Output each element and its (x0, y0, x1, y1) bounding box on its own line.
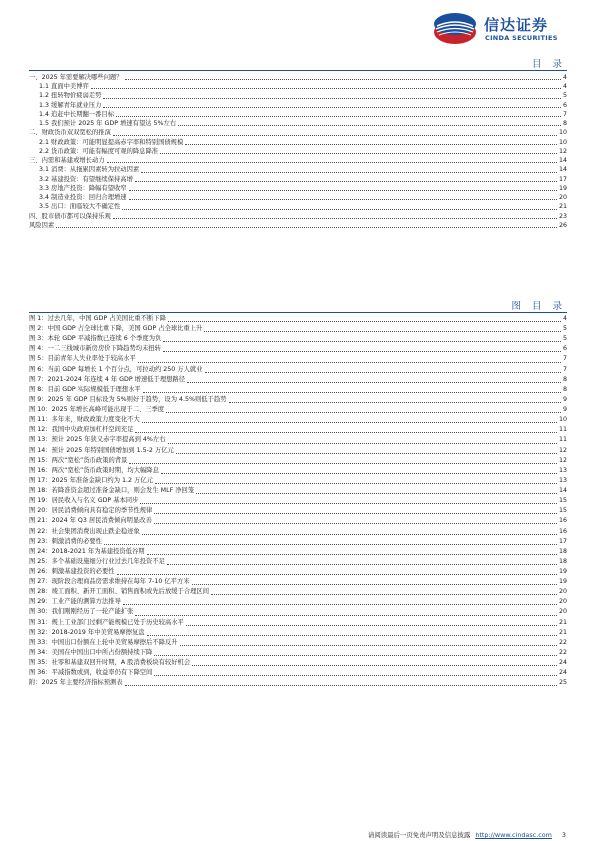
figure-entry-title: 图 6：当前 GDP 每增长 1 个百分点，可拉动约 250 万人就业 (29, 365, 203, 373)
toc-entry-page: 14 (558, 166, 567, 174)
figure-entry-title: 图 32：2018-2019 年中美贸易摩擦复盘 (29, 628, 145, 636)
toc-entry-page: 10 (558, 138, 567, 146)
figure-entry-page: 6 (562, 345, 567, 353)
dot-leader (123, 604, 557, 605)
figure-entry-title: 图 34：美国在中国出口中所占份额持续下降 (29, 648, 153, 656)
toc-entry[interactable] (29, 203, 567, 212)
figure-entry[interactable] (29, 334, 567, 344)
toc-entry-title: 1.3 缓解青年就业压力 (39, 101, 102, 109)
figure-entry-title: 图 21：2024 年 Q3 居民消费倾向明显改善 (29, 517, 152, 525)
dot-leader (166, 412, 561, 413)
logo-text-en: CINDA SECURITIES (485, 34, 558, 42)
figure-entry-title: 图 4：一二三线城市新房房价下降趋势均未扭转 (29, 345, 161, 353)
figure-entry-page: 4 (562, 315, 567, 322)
figure-entry-page: 18 (558, 557, 567, 565)
toc-entry-title: 1.4 追赶中长期翻一番目标 (39, 110, 114, 118)
toc-entry[interactable] (29, 73, 567, 82)
dot-leader (196, 493, 557, 494)
toc-entry-page: 21 (558, 203, 567, 211)
dot-leader (168, 321, 561, 322)
dot-leader (180, 645, 557, 646)
figure-entry[interactable] (29, 324, 567, 334)
figure-entry-page: 22 (558, 648, 567, 656)
figure-entry-page: 10 (558, 416, 567, 424)
dot-leader (116, 116, 561, 117)
toc-entry-title: 3.5 出口：面临较大不确定性 (39, 203, 121, 211)
figure-entry-title: 图 25：多个基础设施细分行业过去几年投资不足 (29, 557, 165, 565)
toc-entry-title: 三、内需和基建或增长动力 (29, 157, 105, 165)
page-number: 3 (561, 831, 566, 839)
dot-leader (178, 125, 561, 126)
dot-leader (113, 135, 557, 136)
dot-leader (129, 199, 557, 200)
figure-entry[interactable] (29, 405, 567, 415)
figure-entry-title: 图 12：我国中央政府加杠杆空间充足 (29, 426, 134, 434)
figure-entry-title: 附：2025 年主要经济指标预测表 (29, 679, 123, 687)
toc-entry[interactable] (29, 129, 567, 138)
dot-leader (129, 190, 557, 191)
dot-leader (163, 351, 561, 352)
figure-entry[interactable] (29, 506, 567, 516)
toc-entry-title: 3.2 基建投资：有望继续保持高增 (39, 175, 133, 183)
figure-entry-page: 12 (558, 446, 567, 454)
figure-entry-title: 图 19：居民收入与名义 GDP 基本同步 (29, 497, 139, 505)
dot-leader (103, 98, 561, 99)
figure-entry-page: 16 (558, 517, 567, 525)
toc-entry[interactable] (29, 147, 567, 156)
figure-entry[interactable] (29, 618, 567, 628)
toc-entry-title: 2.1 财政政策：可能明显提高赤字率和特别国债规模 (39, 138, 184, 146)
dot-leader (135, 432, 557, 433)
figure-entry-page: 21 (558, 618, 567, 626)
figure-entry-page: 16 (558, 527, 567, 535)
figure-entry-title: 图 7：2021-2024 年连续 4 年 GDP 增速低于理想路径 (29, 375, 186, 383)
figure-entry[interactable] (29, 577, 567, 587)
toc-entry-title: 3.3 房地产投资：降幅有望收窄 (39, 184, 127, 192)
figure-entry[interactable] (29, 557, 567, 567)
dot-leader (147, 554, 557, 555)
toc-entry-page: 17 (558, 175, 567, 183)
figure-entry[interactable] (29, 476, 567, 486)
figure-entry-page: 19 (558, 578, 567, 586)
dot-leader (168, 443, 557, 444)
dot-leader (160, 153, 557, 154)
dot-leader (229, 402, 561, 403)
figure-entry[interactable] (29, 314, 567, 324)
toc-entry-page: 19 (558, 184, 567, 192)
dot-leader (117, 574, 557, 575)
figures-rule (29, 312, 567, 313)
figure-entry-page: 7 (562, 355, 567, 363)
dot-leader (142, 534, 557, 535)
figure-entry-title: 图 14：预计 2025 年特别国债增加到 1.5-2 万亿元 (29, 446, 174, 454)
toc-entry-page: 7 (562, 110, 567, 118)
dot-leader (161, 473, 557, 474)
dot-leader (204, 331, 561, 332)
figure-entry-page: 24 (558, 669, 567, 677)
toc-entry-page: 10 (558, 129, 567, 137)
dot-leader (140, 503, 557, 504)
toc-entry-page: 20 (558, 194, 567, 202)
dot-leader (187, 382, 561, 383)
dot-leader (143, 392, 561, 393)
toc-entry-title: 3.4 制造业投资：回归合理增速 (39, 194, 127, 202)
dot-leader (192, 665, 557, 666)
dot-leader (176, 453, 557, 454)
dot-leader (141, 172, 557, 173)
figure-entry-title: 图 27：现阶段合理商品房需求维持在每年 7-10 亿平方米 (29, 578, 190, 586)
figure-entry-title: 图 31：规上工业部门过剩产能规模已处于历史较高水平 (29, 618, 184, 626)
dot-leader (125, 685, 557, 686)
figure-entry[interactable] (29, 415, 567, 425)
figure-entry-page: 20 (558, 608, 567, 616)
figure-entry[interactable] (29, 658, 567, 668)
dot-leader (205, 372, 561, 373)
toc-entry-page: 5 (562, 92, 567, 100)
figure-entry-title: 图 23：刺激消费的必要性 (29, 537, 102, 545)
figure-entry[interactable] (29, 385, 567, 395)
figure-entry[interactable] (29, 607, 567, 617)
figure-entry-page: 20 (558, 598, 567, 606)
cinda-logo-icon (432, 10, 478, 46)
figure-entry-page: 19 (558, 568, 567, 575)
dot-leader (135, 181, 557, 182)
dot-leader (192, 584, 557, 585)
figure-entry[interactable] (29, 365, 567, 375)
figure-entry-page: 12 (558, 456, 567, 464)
toc-entry[interactable] (29, 193, 567, 202)
figure-entry-title: 图 5：目前青年人失业率处于较高水平 (29, 355, 136, 363)
figure-entry-title: 图 16：两次“宽松”货币政策时期，均大幅降息 (29, 466, 159, 474)
figure-entry[interactable] (29, 395, 567, 405)
figure-entry-page: 5 (562, 325, 567, 333)
figure-entry-page: 20 (558, 588, 567, 596)
figure-entry[interactable] (29, 435, 567, 445)
figure-entry[interactable] (29, 446, 567, 456)
dot-leader (154, 513, 557, 514)
figure-entry-page: 9 (562, 406, 567, 414)
figure-entry[interactable] (29, 486, 567, 496)
dot-leader (107, 162, 557, 163)
figure-entry[interactable] (29, 678, 567, 688)
toc-entry[interactable] (29, 212, 567, 221)
footer-disclaimer: 请阅读最后一页免责声明及信息披露 (368, 831, 471, 839)
figure-entry-page: 14 (558, 487, 567, 495)
figure-entry-page: 13 (558, 476, 567, 484)
figure-entry-title: 图 2：中国 GDP 占全球比重下降，美国 GDP 占全球比重上升 (29, 325, 203, 333)
page-footer (368, 830, 566, 839)
toc-entry[interactable] (29, 166, 567, 175)
figure-entry[interactable] (29, 668, 567, 678)
figure-entry[interactable] (29, 597, 567, 607)
dot-leader (154, 655, 557, 656)
figure-entry[interactable] (29, 628, 567, 638)
figure-entry-title: 图 10：2025 年增长高峰可能出现于二、三季度 (29, 406, 165, 414)
toc-entry-title: 一、2025 年需要解决哪些问题？ (29, 73, 123, 81)
figure-entry[interactable] (29, 567, 567, 577)
dot-leader (186, 625, 557, 626)
figure-entry[interactable] (29, 527, 567, 537)
toc-entry[interactable] (29, 138, 567, 147)
figure-entry[interactable] (29, 344, 567, 354)
toc-entry-page: 8 (562, 120, 567, 128)
figure-entry-page: 7 (562, 365, 567, 373)
figure-entry-page: 15 (558, 507, 567, 515)
toc-entry[interactable] (29, 92, 567, 101)
figure-entry-title: 图 24：2018-2021 年为基建投资低谷期 (29, 547, 145, 555)
toc-rule (29, 70, 567, 71)
figure-entry-title: 图 20：居民消费倾向具有稳定的季节性规律 (29, 507, 153, 515)
company-logo (432, 10, 567, 46)
toc-entry-page: 26 (558, 221, 567, 229)
toc-entry-title: 3.1 消费：从拖累因素转为拉动因素 (39, 166, 140, 174)
dot-leader (125, 79, 561, 80)
figure-entry-title: 图 26：刺激基建投资的必要性 (29, 568, 115, 575)
toc-entry[interactable] (29, 156, 567, 165)
dot-leader (122, 209, 557, 210)
figure-entry[interactable] (29, 587, 567, 597)
figure-entry-title: 图 15：两次“宽松”货币政策的背景 (29, 456, 128, 464)
figure-entry[interactable] (29, 547, 567, 557)
figure-entry[interactable] (29, 354, 567, 364)
toc-entry-title: 四、股市债市都可以保持乐观 (29, 212, 111, 220)
toc-entry-title: 二、财政货币双双宽松的推演 (29, 129, 111, 137)
figure-entry[interactable] (29, 516, 567, 526)
figures-title: 图 目 录 (511, 301, 566, 312)
figure-entry-title: 图 35：社零和基建双回升时期，A 股消费板块有较好机会 (29, 659, 191, 667)
figure-entry-page: 8 (562, 375, 567, 383)
dot-leader (155, 483, 557, 484)
logo-text-cn: 信达证券 (484, 16, 549, 34)
footer-website-link[interactable]: http://www.cindasc.com (475, 831, 552, 839)
toc-entry[interactable] (29, 110, 567, 119)
dot-leader (135, 615, 557, 616)
figure-entry-page: 17 (558, 537, 567, 545)
dot-leader (142, 422, 557, 423)
figure-entry[interactable] (29, 425, 567, 435)
figure-entry-page: 9 (562, 395, 567, 403)
figure-entry-page: 11 (558, 426, 567, 434)
figure-entry-title: 图 36：平减指数或到，收益率仍有下降空间 (29, 669, 153, 677)
toc-entry-title: 1.2 扭转物价疲弱走势 (39, 92, 102, 100)
dot-leader (167, 564, 557, 565)
figure-entry-title: 图 1：过去几年，中国 GDP 占美国比重不断下降 (29, 315, 166, 322)
toc-entry-title: 风险因素 (29, 221, 55, 229)
dot-leader (154, 523, 557, 524)
figure-entry-title: 图 18：若降准资金超过准备金缺口，则会发生 MLF 净回笼 (29, 487, 195, 495)
dot-leader (129, 463, 557, 464)
figure-entry-title: 图 17：2025 年准备金缺口约为 1.2 万亿元 (29, 476, 153, 484)
toc-entry-title: 2.2 货币政策：可能有幅度可观的降息降准 (39, 147, 159, 155)
figure-entry[interactable] (29, 466, 567, 476)
dot-leader (163, 341, 561, 342)
figure-entry-title: 图 9：2025 年 GDP 目标设为 5%则好于趋势，设为 4.5%则低于趋势 (29, 395, 227, 403)
figure-entry-page: 25 (558, 679, 567, 687)
toc-entry[interactable] (29, 82, 567, 91)
figure-entry[interactable] (29, 375, 567, 385)
figure-entry[interactable] (29, 537, 567, 547)
toc-entry-page: 4 (562, 83, 567, 91)
toc-entry[interactable] (29, 101, 567, 110)
figure-entry-title: 图 29：工业产能的测算方法推导 (29, 598, 121, 606)
toc-entry[interactable] (29, 175, 567, 184)
figure-entry-title: 图 28：竣工面积、新开工面积、销售面积或先后放缓于合理区间 (29, 588, 210, 596)
figure-entry-page: 13 (558, 466, 567, 474)
figure-entry[interactable] (29, 496, 567, 506)
dot-leader (113, 218, 557, 219)
toc-entry-page: 4 (562, 73, 567, 81)
dot-leader (211, 594, 557, 595)
figure-entry-page: 24 (558, 659, 567, 667)
dot-leader (104, 544, 557, 545)
dot-leader (103, 107, 561, 108)
toc-entry[interactable] (29, 184, 567, 193)
figure-entry-page: 15 (558, 497, 567, 505)
toc-entry[interactable] (29, 221, 567, 230)
toc-entry-title: 1.5 我们预计 2025 年 GDP 增速有望达 5%左右 (39, 120, 177, 128)
figure-entry-page: 18 (558, 547, 567, 555)
toc-entry-page: 14 (558, 157, 567, 165)
dot-leader (56, 227, 557, 228)
toc-entry-page: 12 (558, 147, 567, 155)
figure-entry-title: 图 11：多年来，财政政策力度变化不大 (29, 416, 140, 424)
toc-title: 目 录 (531, 59, 566, 70)
figure-entry-page: 11 (558, 436, 567, 444)
figure-entry-title: 图 33：中国出口份额在上轮中美贸易摩擦后不降反升 (29, 638, 178, 646)
figure-entry-page: 22 (558, 638, 567, 646)
figure-entry-page: 8 (562, 385, 567, 393)
dot-leader (91, 88, 561, 89)
toc-entry[interactable] (29, 119, 567, 128)
toc-entry-title: 1.1 直面中美博弈 (39, 83, 89, 91)
figure-entry-title: 图 8：目前 GDP 实际规模低于理想水平 (29, 385, 141, 393)
figure-entry[interactable] (29, 648, 567, 658)
figure-entry-title: 图 30：我们刚刚经历了一轮产能扩张 (29, 608, 134, 616)
toc-entry-page: 23 (558, 212, 567, 220)
figure-entry-title: 图 3：本轮 GDP 平减指数已连续 6 个季度为负 (29, 335, 162, 343)
figure-entry[interactable] (29, 456, 567, 466)
figure-entry-page: 21 (558, 628, 567, 636)
figure-entry-title: 图 13：预计 2025 年狭义赤字率提高到 4%左右 (29, 436, 166, 444)
dot-leader (154, 675, 557, 676)
figure-entry[interactable] (29, 638, 567, 648)
figure-entry-title: 图 22：社会集团消费出现止跌企稳迹象 (29, 527, 140, 535)
dot-leader (147, 635, 557, 636)
toc-entry-page: 6 (562, 101, 567, 109)
dot-leader (185, 144, 557, 145)
figure-entry-page: 5 (562, 335, 567, 343)
dot-leader (138, 362, 561, 363)
